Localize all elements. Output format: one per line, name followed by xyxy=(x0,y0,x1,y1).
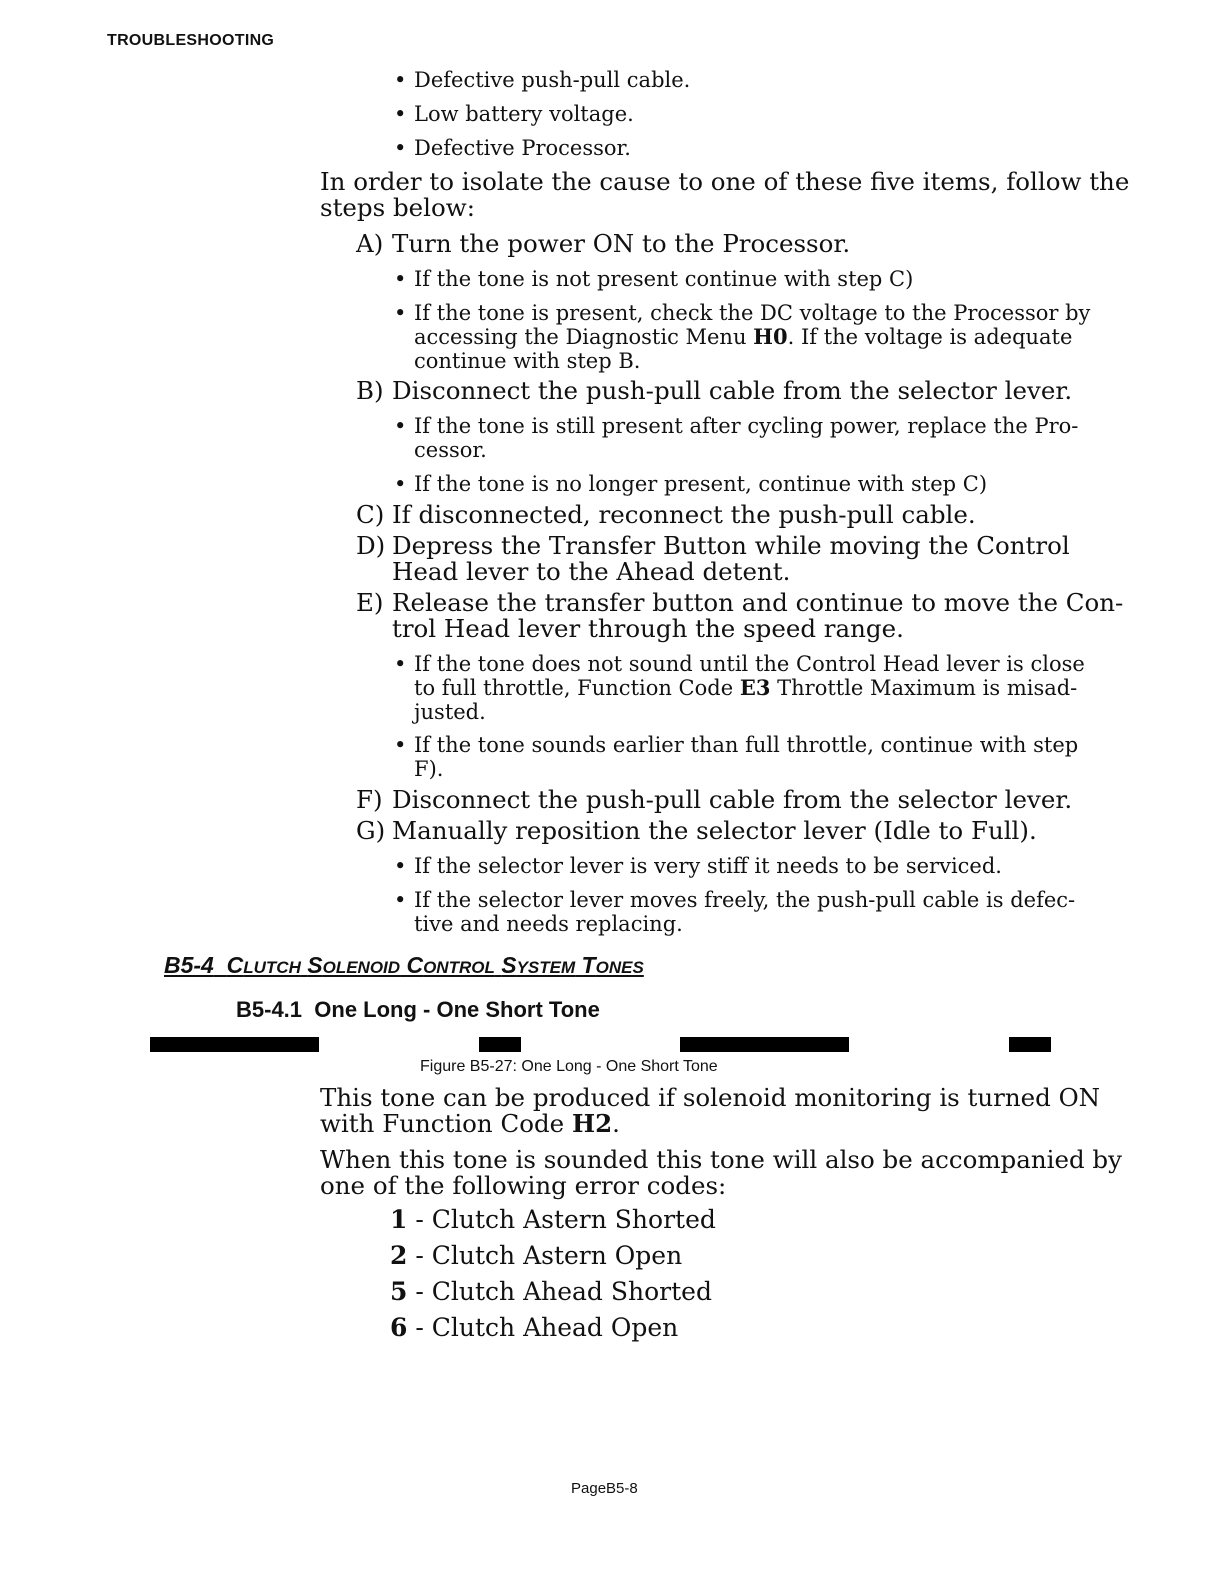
list-item: • If the tone is present, check the DC voltage to the Processor by accessing the Diagnostic Menu H0. If the voltage is adequate continue with step B. xyxy=(394,301,1091,373)
section-heading: B5-4 CLUTCH SOLENOID CONTROL SYSTEM TONES xyxy=(164,952,644,978)
list-item: • If the tone does not sound until the Control Head lever is close to full throttle, Function Code E3 Throttle Maximum is misad- justed. xyxy=(394,652,1085,724)
error-code-item: 1 - Clutch Astern Shorted xyxy=(390,1205,716,1234)
subsection-heading: B5-4.1 One Long - One Short Tone xyxy=(236,997,600,1022)
bullet-icon: • xyxy=(394,414,407,438)
body-paragraph: This tone can be produced if solenoid monitoring is turned ON with Function Code H2. xyxy=(320,1083,1101,1138)
step-g: G) Manually reposition the selector lever (Idle to Full). xyxy=(356,816,1037,845)
tone-bar-short xyxy=(479,1037,521,1052)
bullet-icon: • xyxy=(394,102,407,126)
step-a: A) Turn the power ON to the Processor. xyxy=(356,229,851,258)
step-e: E) Release the transfer button and continue to move the Con- trol Head lever through the speed range. xyxy=(356,588,1124,643)
list-item: • If the selector lever is very stiff it needs to be serviced. xyxy=(394,854,1002,878)
step-c: C) If disconnected, reconnect the push-pull cable. xyxy=(356,500,976,529)
page-number: PageB5-8 xyxy=(571,1480,638,1497)
list-item: • If the selector lever moves freely, the push-pull cable is defec- tive and needs replacing. xyxy=(394,888,1076,936)
bullet-icon: • xyxy=(394,854,407,878)
bullet-icon: • xyxy=(394,888,407,912)
intro-paragraph: In order to isolate the cause to one of these five items, follow the steps below: xyxy=(320,167,1130,222)
tone-bar-short xyxy=(1009,1037,1051,1052)
error-code-item: 2 - Clutch Astern Open xyxy=(390,1241,683,1270)
bullet-icon: • xyxy=(394,68,407,92)
step-b: B) Disconnect the push-pull cable from the selector lever. xyxy=(356,376,1073,405)
list-item: • Defective Processor. xyxy=(394,136,631,160)
step-f: F) Disconnect the push-pull cable from the selector lever. xyxy=(356,785,1073,814)
bullet-icon: • xyxy=(394,267,407,291)
list-item: • If the tone sounds earlier than full throttle, continue with step F). xyxy=(394,733,1079,781)
list-item: • If the tone is no longer present, continue with step C) xyxy=(394,472,988,496)
body-paragraph: When this tone is sounded this tone will also be accompanied by one of the following error codes: xyxy=(320,1145,1122,1200)
error-code-item: 5 - Clutch Ahead Shorted xyxy=(390,1277,712,1306)
list-item: • Defective push-pull cable. xyxy=(394,68,691,92)
bullet-icon: • xyxy=(394,136,407,160)
running-header: TROUBLESHOOTING xyxy=(107,32,275,49)
step-d: D) Depress the Transfer Button while moving the Control Head lever to the Ahead detent. xyxy=(356,531,1070,586)
bullet-icon: • xyxy=(394,733,407,757)
list-item: • Low battery voltage. xyxy=(394,102,634,126)
list-item: • If the tone is still present after cycling power, replace the Pro- cessor. xyxy=(394,414,1079,462)
tone-bar-long xyxy=(680,1037,849,1052)
error-code-item: 6 - Clutch Ahead Open xyxy=(390,1313,679,1342)
bullet-icon: • xyxy=(394,652,407,676)
bullet-icon: • xyxy=(394,301,407,325)
bullet-icon: • xyxy=(394,472,407,496)
tone-bar-long xyxy=(150,1037,319,1052)
figure-caption: Figure B5-27: One Long - One Short Tone xyxy=(420,1058,718,1075)
list-item: • If the tone is not present continue with step C) xyxy=(394,267,914,291)
